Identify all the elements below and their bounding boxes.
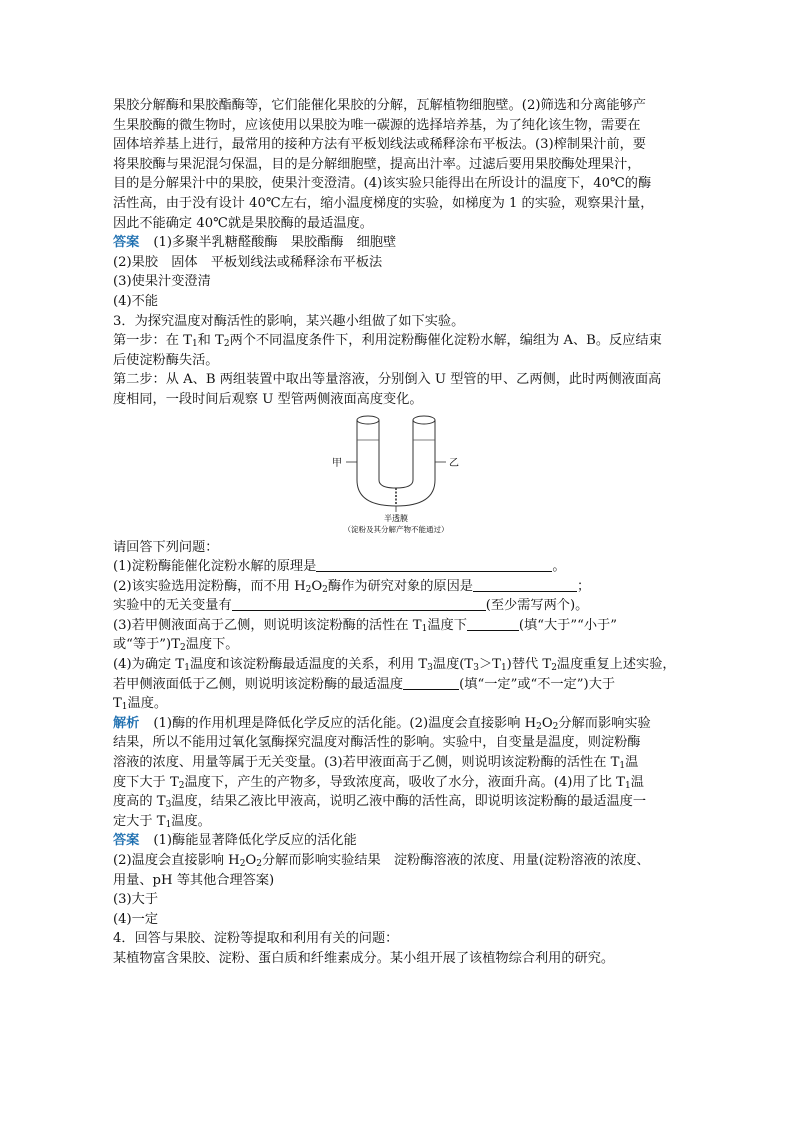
text-line: 用量、pH 等其他合理答案) xyxy=(113,872,275,888)
u-tube-figure xyxy=(113,410,685,538)
answer-blank[interactable] xyxy=(467,616,519,631)
intro-paragraph xyxy=(113,96,685,233)
subquestion-1: (1)淀粉酶能催化淀粉水解的原理是 。 xyxy=(113,559,566,575)
text-line: (2)果胶 固体 平板划线法或稀释涂布平板法 xyxy=(113,254,383,270)
subquestion-3: (3)若甲侧液面高于乙侧，则说明该淀粉酶的活性在 $T_1$温度下 (填“大于”“小于” xyxy=(113,617,617,634)
text-line: 度下大于 $T_2$温度下，产生的产物多，导致浓度高，吸收了水分，液面升高。(4)用了比 $T_1$温 xyxy=(113,774,644,791)
answer-blank[interactable] xyxy=(473,577,577,592)
text-line: 溶液的浓度、用量等属于无关变量。(3)若甲液面高于乙侧，则说明该淀粉酶的活性在 $T_1$温 xyxy=(113,755,639,772)
right-label: 乙 xyxy=(449,457,459,469)
text-line: (3)大于 xyxy=(113,892,159,908)
subquestion-2-cont: 实验中的无关变量有 (至少需写两个)。 xyxy=(113,598,589,614)
text-line: 解析 (1)酶的作用机理是降低化学反应的活化能。(2)温度会直接影响 $H_2O_2$分解而影响实验 xyxy=(113,715,651,732)
text-line xyxy=(113,233,685,253)
text-line: (2)温度会直接影响 $H_2O_2$分解而影响实验结果 淀粉酶溶液的浓度、用量(淀粉溶液的浓度、 xyxy=(113,853,650,869)
text-line: 结果，所以不能用过氧化氢酶探究温度对酶活性的影响。实验中，自变量是温度，则淀粉酶 xyxy=(113,735,641,751)
left-label: 甲 xyxy=(332,457,342,469)
membrane-note: （淀粉及其分解产物不能通过） xyxy=(343,524,449,534)
text-line: 后使淀粉酶失活。 xyxy=(113,352,219,368)
text-line: 度相同，一段时间后观察 U 型管两侧液面高度变化。 xyxy=(113,391,423,407)
subquestion-2: (2)该实验选用淀粉酶，而不用 $H_2O_2$酶作为研究对象的原因是 ； xyxy=(113,578,591,595)
document-page xyxy=(113,96,685,969)
question-4 xyxy=(113,929,685,968)
question-title: 3．为探究温度对酶活性的影响，某兴趣小组做了如下实验。 xyxy=(113,313,465,329)
text-line: 第一步：在 $T_1$和 $T_2$两个不同温度条件下，利用淀粉酶催化淀粉水解，编组为 A、B。反应结束 xyxy=(113,333,662,350)
text-line: 活性高，由于没有设计 40℃左右，缩小温度梯度的实验，如梯度为 1 的实验，观察果汁量， xyxy=(113,195,654,211)
text-line: 度高的 $T_3$温度，结果乙液比甲液高，说明乙液中酶的活性高，即说明该淀粉酶的最适温度一 xyxy=(113,794,647,811)
text-line: (3)使果汁变澄清 xyxy=(113,274,211,290)
answer-blank[interactable] xyxy=(232,596,486,611)
subquestion-4: (4)为确定 $T_1$温度和该淀粉酶最适温度的关系，利用 $T_3$温度$(T_3>T_1)$替代 $T_2$温度重复上述实验， xyxy=(113,657,676,674)
text-line: 生果胶酶的微生物时，应该使用以果胶为唯一碳源的选择培养基，为了纯化该生物，需要在 xyxy=(113,117,641,133)
text-line: 答案 (1)酶能显著降低化学反应的活化能 xyxy=(113,833,357,849)
answer-blank[interactable] xyxy=(403,675,459,690)
text-line: (4)不能 xyxy=(113,293,159,309)
text-line: 某植物富含果胶、淀粉、蛋白质和纤维素成分。某小组开展了该植物综合利用的研究。 xyxy=(113,950,615,966)
text-line: 因此不能确定 40℃就是果胶酶的最适温度。 xyxy=(113,215,373,231)
subquestion-4-end: $T_1$温度。 xyxy=(113,696,168,713)
text-line: (4)一定 xyxy=(113,911,159,927)
answer-text: (1)多聚半乳糖醛酸酶 果胶酯酶 细胞壁 xyxy=(153,235,397,251)
text-line: 定大于 $T_1$温度。 xyxy=(113,813,211,830)
answer-blank[interactable] xyxy=(316,557,552,572)
question-title: 4．回答与果胶、淀粉等提取和利用有关的问题： xyxy=(113,931,399,947)
text-line: 将果胶酶与果泥混匀保温，目的是分解细胞壁，提高出汁率。过滤后要用果胶酶处理果汁， xyxy=(113,156,641,172)
subquestion-3-cont: 或“等于$”)T_2$温度下。 xyxy=(113,637,239,654)
text-line: 果胶分解酶和果胶酯酶等，它们能催化果胶的分解，瓦解植物细胞壁。(2)筛选和分离能够产 xyxy=(113,98,646,113)
u-tube-diagram xyxy=(328,410,478,536)
text-line: 第二步：从 A、B 两组装置中取出等量溶液，分别倒入 U 型管的甲、乙两侧，此时两侧液面高 xyxy=(113,372,662,388)
subquestion-4-cont: 若甲侧液面低于乙侧，则说明该淀粉酶的最适温度 (填“一定”或“不一定”)大于 xyxy=(113,676,616,692)
answer-tag: 答案 xyxy=(113,833,140,849)
analysis-block-3 xyxy=(113,714,685,832)
membrane-label: 半透膜 xyxy=(384,513,408,523)
text-line: 目的是分解果汁中的果胶，使果汁变澄清。(4)该实验只能得出在所设计的温度下，40℃的酶 xyxy=(113,176,652,192)
question-3-subquestions xyxy=(113,538,685,714)
answer-tag: 答案 xyxy=(113,235,140,251)
analysis-tag: 解析 xyxy=(113,715,140,731)
prompt: 请回答下列问题： xyxy=(113,539,219,555)
answer-block-2 xyxy=(113,233,685,311)
text-line: 固体培养基上进行，最常用的接种方法有平板划线法或稀释涂布平板法。(3)榨制果汁前，要 xyxy=(113,137,646,153)
answer-block-3 xyxy=(113,831,685,929)
question-3 xyxy=(113,312,685,410)
